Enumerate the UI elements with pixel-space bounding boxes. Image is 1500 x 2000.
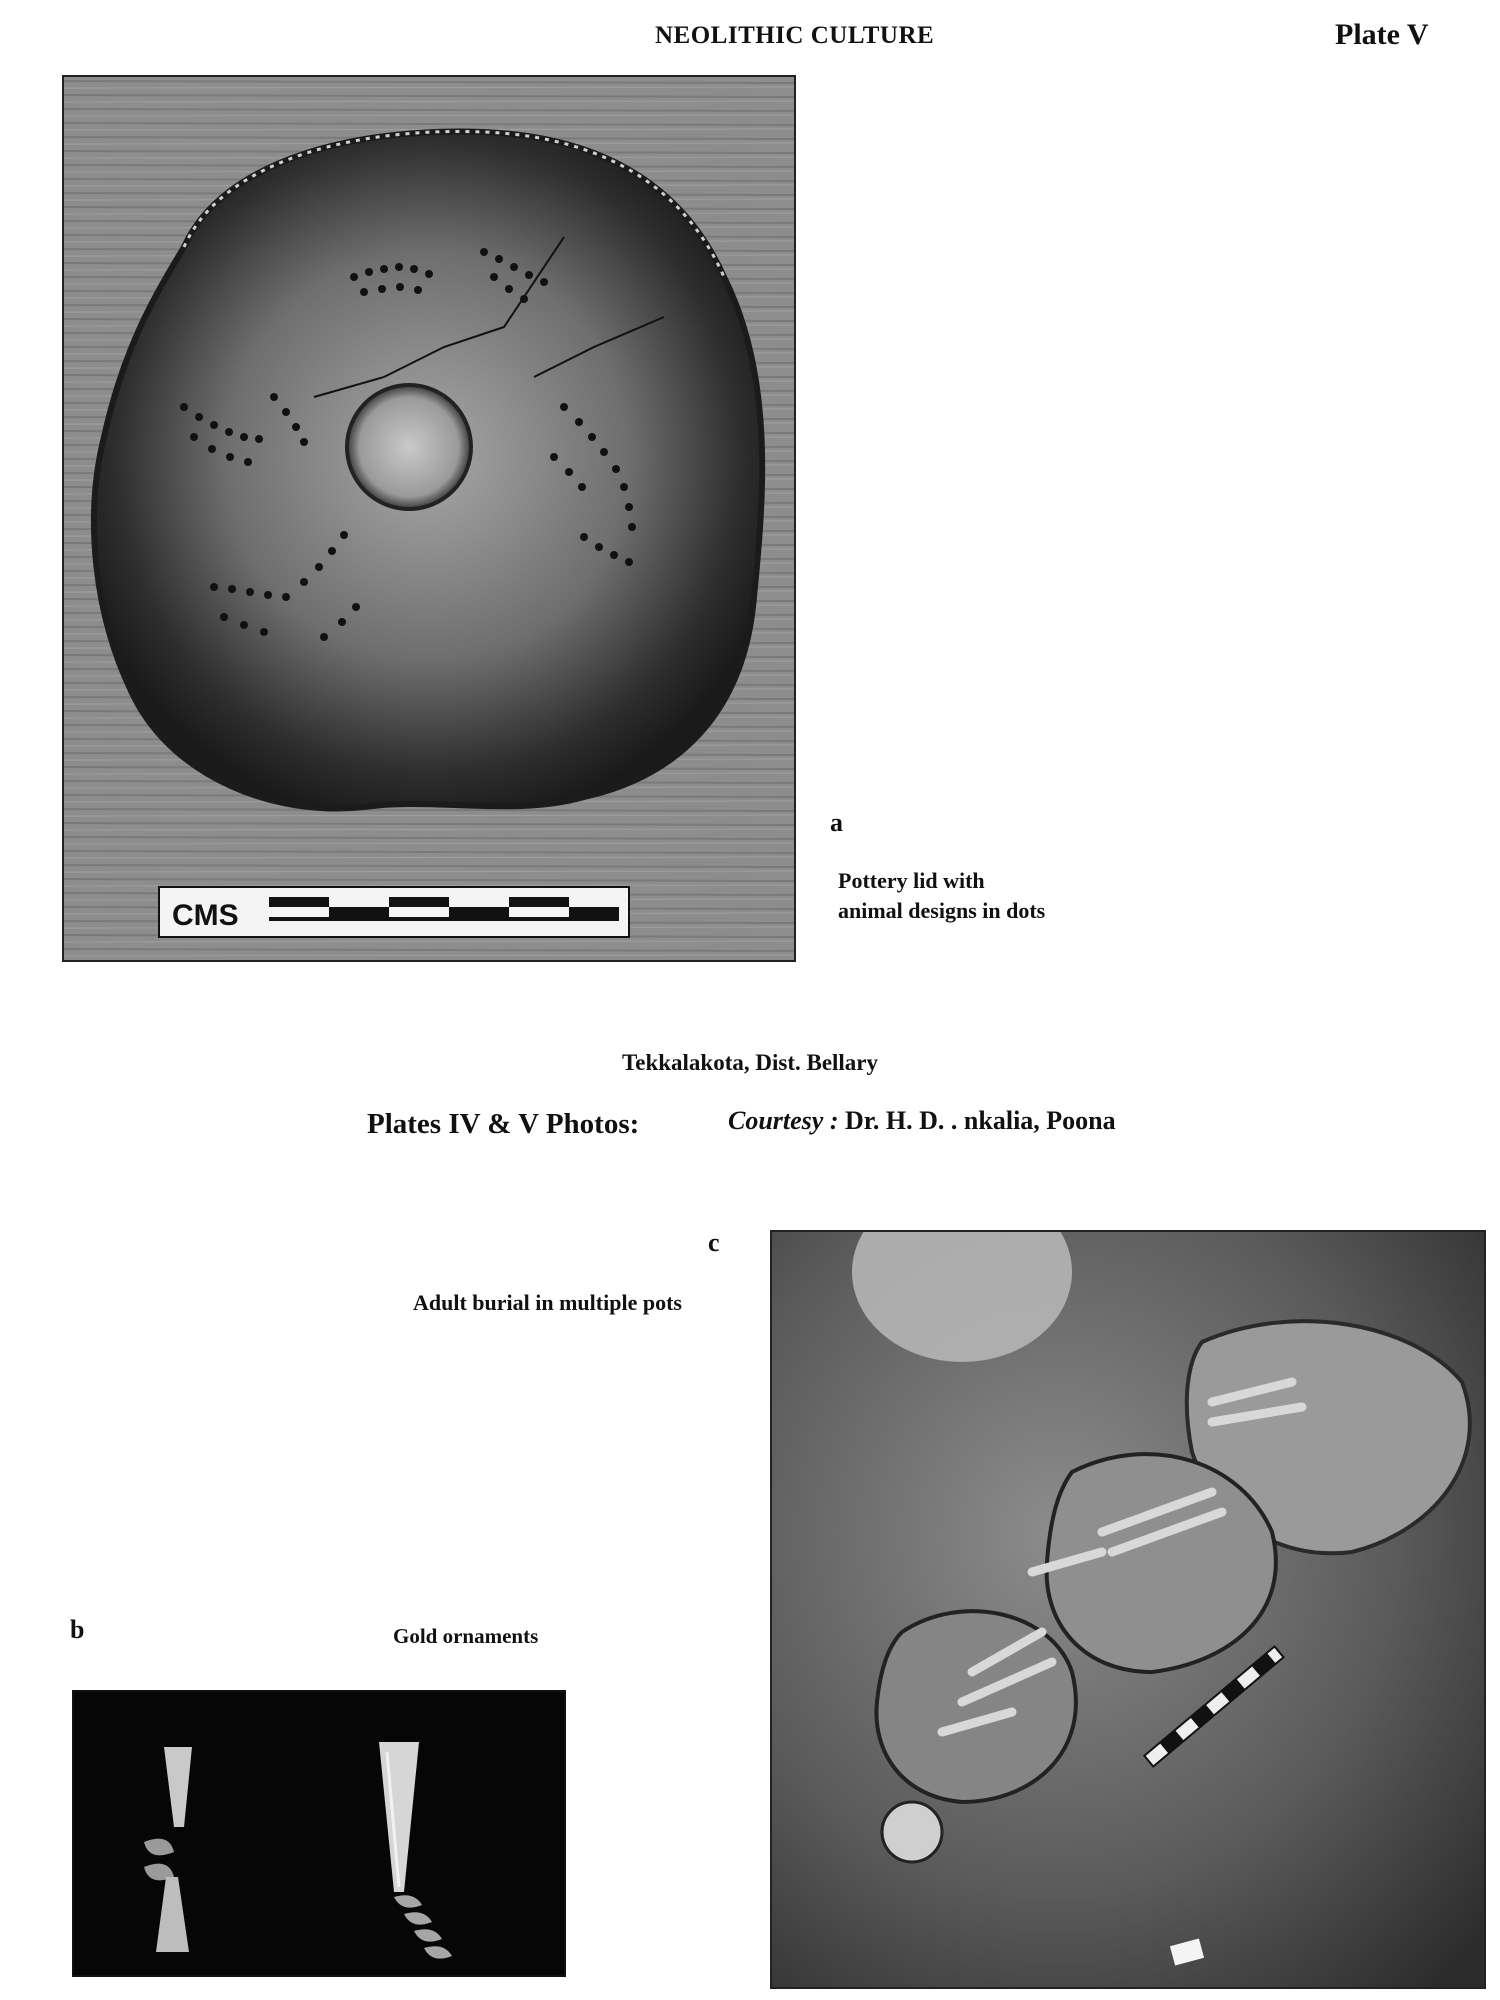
lid-knob <box>347 385 471 509</box>
gold-ornaments-photo <box>72 1690 566 1977</box>
burial-photo <box>770 1230 1486 1989</box>
credits-courtesy <box>728 1106 1116 1136</box>
credits-lead: Plates IV & V Photos: <box>367 1108 640 1140</box>
courtesy-text: Dr. H. D. . nkalia, Poona <box>845 1106 1116 1135</box>
figure-c-letter: c <box>708 1228 720 1257</box>
site-location: Tekkalakota, Dist. Bellary <box>622 1050 879 1075</box>
pottery-lid-photo <box>62 75 796 962</box>
figure-a-letter: a <box>830 808 843 837</box>
scale-bar <box>159 887 629 937</box>
figure-a-caption <box>838 866 1258 926</box>
page-title: NEOLITHIC CULTURE <box>655 22 935 49</box>
figure-b-letter: b <box>70 1615 85 1644</box>
figure-c-caption: Adult burial in multiple pots <box>413 1290 682 1315</box>
courtesy-label: Courtesy : <box>728 1106 839 1135</box>
figure-a-caption-line2: animal designs in dots <box>838 898 1046 923</box>
plate-number: Plate V <box>1335 18 1429 51</box>
figure-a-caption-line1: Pottery lid with <box>838 868 985 893</box>
scale-label: CMS <box>172 899 239 932</box>
figure-b-caption: Gold ornaments <box>393 1624 539 1648</box>
